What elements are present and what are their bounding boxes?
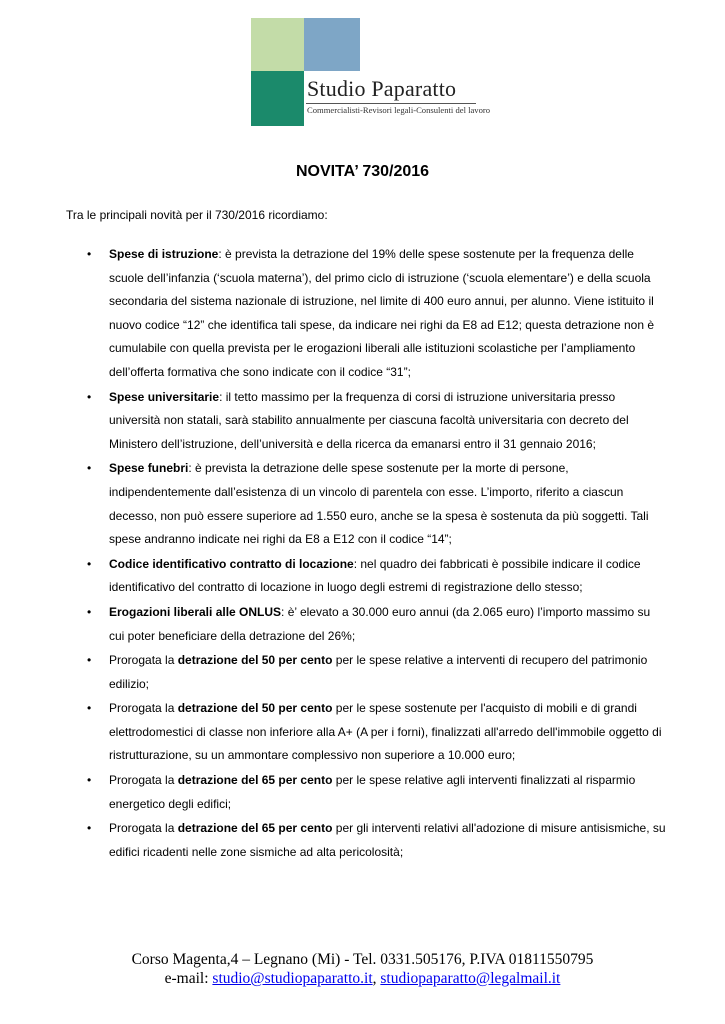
list-item: [66, 553, 666, 600]
item-prefix: Prorogata la: [109, 701, 178, 716]
email-link-studio[interactable]: studio@studiopaparatto.it: [212, 970, 373, 987]
item-text: : è prevista la detrazione delle spese sostenute per la morte di persone, indipendentemente dall’esistenza di un vincolo di parentela con esse. L’importo, riferito a ciascun decesso, non può essere superiore ad 1.550 euro, anche se la spesa è sostenuta da più soggetti. Tali spese andranno indicate nei righi da E8 a E12 con il codice “14”;: [109, 461, 649, 547]
item-bold: Codice identificativo contratto di locazione: [109, 556, 354, 571]
footer-address: Corso Magenta,4 – Legnano (Mi) - Tel. 0331.505176, P.IVA 01811550795: [131, 951, 594, 968]
bullet-icon: •: [87, 653, 92, 668]
item-text: : è’ elevato a 30.000 euro annui (da 2.065 euro) l’importo massimo su cui poter beneficiare della detrazione del 26%;: [109, 604, 651, 643]
list-item: [66, 817, 666, 864]
item-bold: detrazione del 65 per cento: [177, 821, 333, 836]
logo-green-square: [251, 18, 304, 71]
list-item: [66, 649, 666, 696]
bullet-icon: •: [87, 701, 92, 716]
item-text: per le spese relative agli interventi finalizzati al risparmio energetico degli edifici;: [109, 773, 636, 811]
list-item: [66, 457, 666, 551]
list-item: [66, 243, 666, 385]
logo-divider: [306, 103, 476, 104]
item-bold: detrazione del 50 per cento: [177, 701, 333, 716]
logo-teal-square: [251, 71, 304, 126]
logo-name: Studio Paparatto: [307, 76, 457, 101]
footer: [0, 950, 725, 988]
item-bold: Erogazioni liberali alle ONLUS: [109, 604, 282, 619]
list-item: [66, 386, 666, 457]
footer-email-line: [0, 969, 725, 988]
bullet-icon: •: [87, 821, 92, 836]
list-item: [66, 697, 666, 768]
item-text: : è prevista la detrazione del 19% delle spese sostenute per la frequenza delle scuole dell’infanzia (‘scuola materna’), del primo ciclo di istruzione (‘scuola elementare’) e della scuola secondaria del sistema nazionale di istruzione, nel limite di 400 euro annui, per alunno. Viene istituito il nuovo codice “12” che identifica tali spese, da indicare nei righi da E8 ad E12; questa detrazione non è cumulabile con quella prevista per le erogazioni liberali alle istituzioni scolastiche per l’ampliamento dell’offerta formativa che sono indicate con il codice “31”;: [109, 247, 655, 379]
item-text: : nel quadro dei fabbricati è possibile indicare il codice identificativo del contratto di locazione in luogo degli estremi di registrazione dello stesso;: [109, 556, 641, 595]
item-bold: detrazione del 65 per cento: [177, 773, 333, 788]
studio-logo: [251, 18, 513, 126]
page-title: NOVITA’ 730/2016: [295, 163, 430, 180]
item-text: per le spese relative a interventi di recupero del patrimonio edilizio;: [109, 653, 648, 691]
list-item: [66, 769, 666, 816]
intro-text: Tra le principali novità per il 730/2016 ricordiamo:: [66, 208, 328, 222]
footer-separator: ,: [372, 970, 381, 987]
list-item: [66, 601, 666, 648]
item-text: per gli interventi relativi all'adozione di misure antisismiche, su edifici ricadenti nelle zone sismiche ad alta pericolosità;: [109, 821, 666, 859]
item-prefix: Prorogata la: [109, 653, 178, 668]
bullet-icon: •: [87, 389, 92, 404]
bullet-icon: •: [87, 773, 92, 788]
item-bold: detrazione del 50 per cento: [177, 653, 333, 668]
email-link-legalmail[interactable]: studiopaparatto@legalmail.it: [380, 970, 561, 987]
item-prefix: Prorogata la: [109, 821, 178, 836]
bullet-icon: •: [87, 247, 92, 261]
item-text: per le spese sostenute per l'acquisto di mobili e di grandi elettrodomestici di classe non inferiore alla A+ (A per i forni), finalizzati all'arredo dell'immobile oggetto di ristrutturazione, su un ammontare complessivo non superiore a 10.000 euro;: [109, 701, 662, 763]
item-bold: Spese di istruzione: [109, 247, 219, 261]
bullet-icon: •: [87, 556, 92, 571]
item-text: : il tetto massimo per la frequenza di corsi di istruzione universitaria presso università non statali, sarà stabilito annualmente per ciascuna facoltà universitaria con decreto del Ministero dell’istruzione, dell’università e della ricerca da emanarsi entro il 31 gennaio 2016;: [109, 389, 629, 451]
item-bold: Spese funebri: [109, 461, 189, 476]
novelty-list: [66, 243, 666, 865]
bullet-icon: •: [87, 604, 92, 619]
footer-email-label: e-mail:: [164, 970, 213, 987]
item-prefix: Prorogata la: [109, 773, 178, 788]
logo-tagline: Commercialisti-Revisori legali-Consulenti del lavoro: [307, 105, 491, 115]
bullet-icon: •: [87, 461, 92, 476]
item-bold: Spese universitarie: [109, 389, 220, 404]
logo-blue-square: [304, 18, 360, 71]
